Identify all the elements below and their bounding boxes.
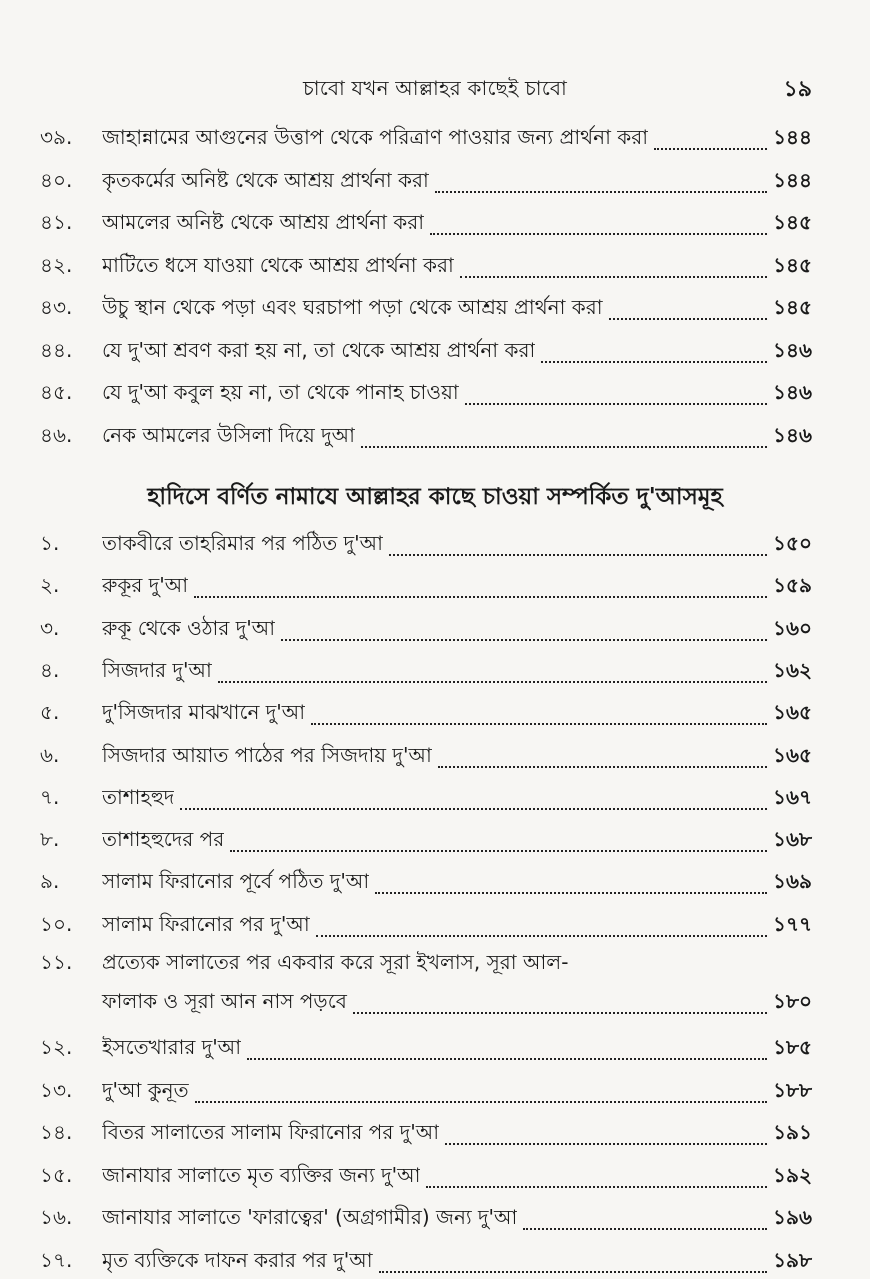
- dot-leader: [460, 276, 767, 278]
- dot-leader: [316, 935, 767, 937]
- entry-title: সালাম ফিরানোর পূর্বে পঠিত দু'আ: [102, 869, 370, 894]
- entry-title: যে দু'আ শ্রবণ করা হয় না, তা থেকে আশ্রয় প্রার্থনা করা: [102, 337, 536, 362]
- entry-body: [102, 166, 812, 199]
- toc-entry: [40, 1158, 812, 1194]
- toc-entry: [40, 526, 812, 562]
- entry-body: [102, 698, 812, 731]
- entry-number: ৪৬.: [40, 422, 73, 447]
- dot-leader: [247, 1058, 767, 1060]
- entry-body: [102, 741, 812, 774]
- dot-leader: [281, 639, 767, 641]
- entry-number: ৮.: [40, 827, 60, 852]
- toc-entry: [40, 418, 812, 454]
- entry-title: দু'আ কুনূত: [102, 1077, 189, 1102]
- toc-entry: [40, 205, 812, 241]
- entry-title: কৃতকর্মের অনিষ্ট থেকে আশ্রয় প্রার্থনা করা: [102, 167, 429, 192]
- entry-body: [102, 293, 812, 326]
- entry-body: [102, 251, 812, 284]
- entry-page: ১৫৯: [773, 573, 812, 598]
- entry-page: ১৪৫: [773, 252, 812, 277]
- entry-page: ১৯২: [773, 1162, 812, 1187]
- entry-number: ৪৫.: [40, 380, 73, 404]
- dot-leader: [426, 1186, 767, 1188]
- dot-leader: [375, 892, 767, 894]
- toc-entry: [40, 1115, 812, 1151]
- entry-number: ১৪.: [40, 1120, 73, 1144]
- entry-body: [102, 1161, 812, 1194]
- entry-page: ১৪৪: [773, 125, 812, 149]
- entry-second-line: [102, 984, 812, 1020]
- entry-page: ১৫০: [773, 531, 812, 555]
- entry-title: নেক আমলের উসিলা দিয়ে দুআ: [102, 422, 355, 447]
- entry-body: [102, 378, 812, 411]
- entry-title: সিজদার আয়াত পাঠের পর সিজদায় দু'আ: [102, 742, 432, 767]
- entry-number: ১৫.: [40, 1162, 73, 1187]
- entry-number: ৭.: [40, 784, 60, 809]
- entry-page: ১৪৬: [773, 337, 812, 362]
- entry-body: [102, 421, 812, 454]
- dot-leader: [194, 596, 767, 598]
- entry-body: [102, 867, 812, 900]
- entry-number: ৪৪.: [40, 337, 73, 362]
- toc-entry: [40, 1243, 812, 1279]
- dot-leader: [180, 808, 767, 810]
- entry-page: ১৯৮: [773, 1247, 812, 1272]
- dot-leader: [445, 1143, 767, 1145]
- entry-page: ১৬৫: [773, 700, 812, 725]
- toc-entry: [40, 738, 812, 774]
- dot-leader: [230, 850, 767, 852]
- entry-page: ১৪৬: [773, 380, 812, 404]
- entry-title: তাকবীরে তাহরিমার পর পঠিত দু'আ: [102, 531, 383, 555]
- page-number: ১৯: [783, 77, 812, 102]
- entry-page: ১৪৪: [773, 167, 812, 192]
- toc-entry: [40, 120, 812, 156]
- entry-body: [102, 208, 812, 241]
- dot-leader: [465, 403, 767, 405]
- entry-page: ১৪৫: [773, 295, 812, 319]
- entry-title-line2: ফালাক ও সূরা আন নাস পড়বে: [102, 989, 347, 1013]
- entry-page: ১৬২: [773, 657, 812, 682]
- entry-number: ১১.: [40, 950, 73, 974]
- entry-number: ৪২.: [40, 252, 73, 277]
- entry-title: মৃত ব্যক্তিকে দাফন করার পর দু'আ: [102, 1247, 373, 1272]
- entry-number: ১০.: [40, 911, 73, 936]
- entry-number: ১৩.: [40, 1077, 73, 1102]
- running-title: চাবো যখন আল্লাহর কাছেই চাবো: [303, 76, 567, 100]
- entry-number: ১৬.: [40, 1205, 73, 1229]
- entry-body: [102, 783, 812, 816]
- entry-body: [102, 336, 812, 369]
- dot-leader: [654, 148, 767, 150]
- toc-entry: [40, 780, 812, 816]
- entry-title: ইসতেখারার দু'আ: [102, 1035, 242, 1059]
- entry-number: ৯.: [40, 869, 60, 894]
- entry-number: ৩৯.: [40, 125, 73, 149]
- dot-leader: [353, 1012, 767, 1014]
- toc-entry: [40, 653, 812, 689]
- dot-leader: [379, 1271, 767, 1273]
- dot-leader: [361, 446, 767, 448]
- entry-title: উচু স্থান থেকে পড়া এবং ঘরচাপা পড়া থেকে আশ্রয় প্রার্থনা করা: [102, 295, 603, 319]
- entry-title: সিজদার দু'আ: [102, 657, 212, 682]
- entry-title: রুকূ থেকে ওঠার দু'আ: [102, 615, 276, 640]
- entry-page: ১৮৮: [773, 1077, 812, 1102]
- section-heading: হাদিসে বর্ণিত নামাযে আল্লাহর কাছে চাওয়া সম্পর্কিত দু'আসমূহ: [147, 484, 723, 510]
- entry-title: দু'সিজদার মাঝখানে দু'আ: [102, 700, 306, 725]
- entry-number: ৪০.: [40, 167, 73, 192]
- running-header: [0, 72, 870, 106]
- dot-leader: [311, 723, 767, 725]
- entry-title: যে দু'আ কবুল হয় না, তা থেকে পানাহ চাওয়া: [102, 380, 459, 404]
- entry-title: তাশাহহুদ: [102, 784, 175, 809]
- entry-body: [102, 1076, 812, 1109]
- entry-title: সালাম ফিরানোর পর দু'আ: [102, 911, 310, 936]
- toc-entry: [40, 695, 812, 731]
- entry-page: ১৭৭: [773, 911, 812, 936]
- entry-body: [102, 1246, 812, 1279]
- entry-page: ১৮৫: [773, 1035, 812, 1059]
- toc-entry: [40, 1073, 812, 1109]
- toc-entry: [40, 248, 812, 284]
- toc-entry: [40, 822, 812, 858]
- toc-entry: [40, 1200, 812, 1236]
- dot-leader: [438, 766, 767, 768]
- entry-page: ১৬৮: [773, 827, 812, 852]
- entry-page: ১৪৫: [773, 210, 812, 234]
- toc-entry: [40, 568, 812, 604]
- entry-title-line1: প্রত্যেক সালাতের পর একবার করে সূরা ইখলাস, সূরা আল-: [102, 950, 569, 974]
- entry-body: [102, 123, 812, 156]
- entry-body: [102, 910, 812, 943]
- toc-entry: [40, 907, 812, 943]
- entry-body: [102, 571, 812, 604]
- entry-number: ৪১.: [40, 210, 73, 234]
- entry-number: ৬.: [40, 742, 60, 767]
- dot-leader: [389, 554, 767, 556]
- entry-title: জাহান্নামের আগুনের উত্তাপ থেকে পরিত্রাণ পাওয়ার জন্য প্রার্থনা করা: [102, 125, 649, 149]
- toc-entry: [40, 333, 812, 369]
- toc-entry: [40, 163, 812, 199]
- entry-body: [102, 1203, 812, 1236]
- entry-page: ১৪৬: [773, 422, 812, 447]
- entry-body: [102, 529, 812, 562]
- entry-title: মাটিতে ধসে যাওয়া থেকে আশ্রয় প্রার্থনা করা: [102, 252, 454, 277]
- entry-body: [102, 656, 812, 689]
- entry-number: ৫.: [40, 700, 60, 725]
- entry-page: ১৯৬: [773, 1205, 812, 1229]
- toc-entry: [40, 375, 812, 411]
- entry-title: বিতর সালাতের সালাম ফিরানোর পর দু'আ: [102, 1120, 440, 1144]
- entry-title: রুকূর দু'আ: [102, 573, 189, 598]
- entry-page: ১৮০: [773, 989, 812, 1013]
- entry-number: ২.: [40, 573, 60, 598]
- dot-leader: [218, 681, 767, 683]
- entry-title: তাশাহহুদের পর: [102, 827, 225, 852]
- entry-number: ৪.: [40, 657, 60, 682]
- entry-page: ১৬৫: [773, 742, 812, 767]
- entry-number: ৪৩.: [40, 295, 73, 319]
- toc-entry: [40, 864, 812, 900]
- entry-title: জানাযার সালাতে 'ফারাত্বের' (অগ্রগামীর) জন্য দু'আ: [102, 1205, 518, 1229]
- entry-page: ১৬৯: [773, 869, 812, 894]
- entry-body: [102, 614, 812, 647]
- entry-number: ১২.: [40, 1035, 73, 1059]
- toc-entry: [40, 611, 812, 647]
- entry-page: ১৬৭: [773, 784, 812, 809]
- entry-page: ১৬০: [773, 615, 812, 640]
- toc-entry: [40, 290, 812, 326]
- entry-number: ৩.: [40, 615, 60, 640]
- dot-leader: [541, 361, 767, 363]
- entry-body: [102, 825, 812, 858]
- dot-leader: [195, 1101, 767, 1103]
- dot-leader: [430, 233, 767, 235]
- entry-title: আমলের অনিষ্ট থেকে আশ্রয় প্রার্থনা করা: [102, 210, 425, 234]
- toc-entry: [40, 1030, 812, 1066]
- dot-leader: [523, 1228, 767, 1230]
- dot-leader: [609, 318, 768, 320]
- toc-entry-multiline: [40, 944, 812, 1024]
- entry-number: ১.: [40, 531, 60, 555]
- entry-number: ১৭.: [40, 1247, 73, 1272]
- dot-leader: [435, 191, 767, 193]
- entry-body: [102, 1118, 812, 1151]
- entry-body: [102, 1033, 812, 1066]
- entry-page: ১৯১: [773, 1120, 812, 1144]
- entry-title: জানাযার সালাতে মৃত ব্যক্তির জন্য দু'আ: [102, 1162, 421, 1187]
